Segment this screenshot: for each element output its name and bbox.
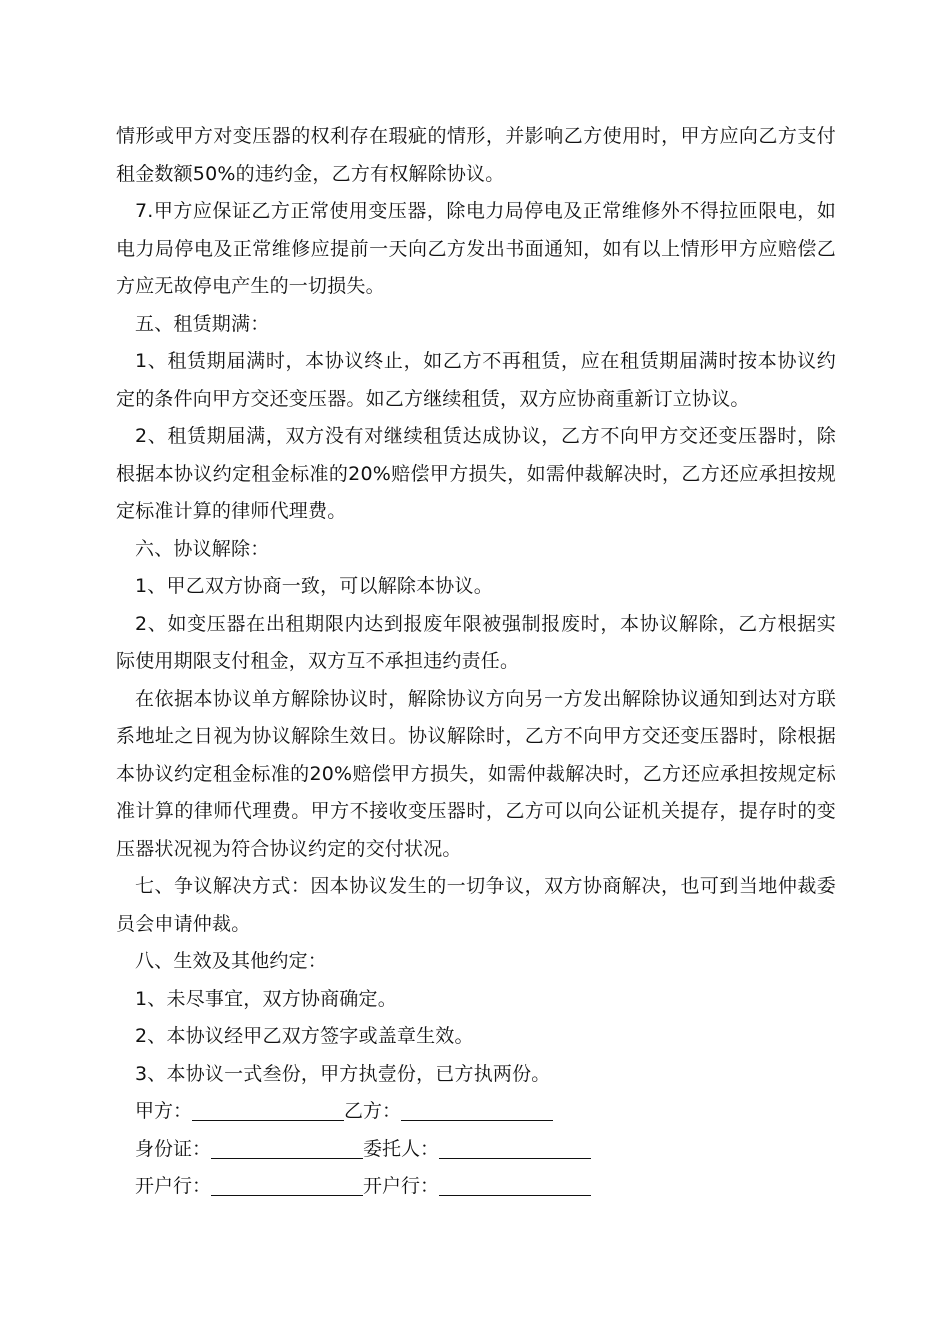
section-dispute-resolution: 七、争议解决方式：因本协议发生的一切争议，双方协商解决，也可到当地仲裁委员会申请仲裁。 [116,875,836,935]
document-body [116,118,836,1206]
paragraph-termination-item-2: 2、如变压器在出租期限内达到报废年限被强制报废时，本协议解除，乙方根据实际使用期限支付租金，双方互不承担违约责任。 [116,612,836,672]
section-heading-lease-expiry: 五、租赁期满： [135,312,270,335]
bank-a-line[interactable] [211,1171,363,1196]
bank-b-line[interactable] [439,1171,591,1196]
agent-line[interactable] [439,1134,591,1159]
paragraph-effectiveness-item-1: 1、未尽事宜，双方协商确定。 [135,987,397,1010]
section-heading-termination: 六、协议解除： [135,537,270,560]
paragraph-effectiveness-item-2: 2、本协议经甲乙双方签字或盖章生效。 [135,1025,474,1047]
paragraph-breach-clause: 情形或甲方对变压器的权利存在瑕疵的情形，并影响乙方使用时，甲方应向乙方支付租金数额50%的违约金，乙方有权解除协议。 [116,125,836,185]
paragraph-termination-item-1: 1、甲乙双方协商一致，可以解除本协议。 [135,575,493,597]
paragraph-power-supply-clause: 7.甲方应保证乙方正常使用变压器，除电力局停电及正常维修外不得拉匝限电，如电力局停电及正常维修应提前一天向乙方发出书面通知，如有以上情形甲方应赔偿乙方应无故停电产生的一切损失。 [116,200,836,297]
section-heading-effectiveness: 八、生效及其他约定： [135,950,328,972]
party-b-label: 乙方： [344,1100,402,1122]
signature-row-id [116,1131,836,1169]
bank-b-label: 开户行： [363,1175,440,1197]
party-b-signature-line[interactable] [401,1096,553,1121]
bank-a-label: 开户行： [135,1175,212,1197]
signature-row-parties [116,1093,836,1131]
signature-row-bank [116,1168,836,1206]
party-a-signature-line[interactable] [192,1096,344,1121]
party-a-label: 甲方： [135,1100,193,1122]
paragraph-expiry-item-2: 2、租赁期届满，双方没有对继续租赁达成协议，乙方不向甲方交还变压器时，除根据本协议约定租金标准的20%赔偿甲方损失，如需仲裁解决时，乙方还应承担按规定标准计算的律师代理费。 [116,425,836,522]
agent-label: 委托人： [363,1137,440,1160]
paragraph-unilateral-termination: 在依据本协议单方解除协议时，解除协议方向另一方发出解除协议通知到达对方联系地址之日视为协议解除生效日。协议解除时，乙方不向甲方交还变压器时，除根据本协议约定租金标准的20%赔偿甲方损失，如需仲裁解决时，乙方还应承担按规定标准计算的律师代理费。甲方不接收变压器时，乙方可以向公证机关提存，提存时的变压器状况视为符合协议约定的交付状况。 [116,687,836,860]
id-card-line[interactable] [211,1134,363,1159]
paragraph-expiry-item-1: 1、租赁期届满时，本协议终止，如乙方不再租赁，应在租赁期届满时按本协议约定的条件向甲方交还变压器。如乙方继续租赁，双方应协商重新订立协议。 [116,350,836,410]
id-card-label: 身份证： [135,1137,212,1160]
paragraph-effectiveness-item-3: 3、本协议一式叁份，甲方执壹份，已方执两份。 [135,1062,551,1085]
